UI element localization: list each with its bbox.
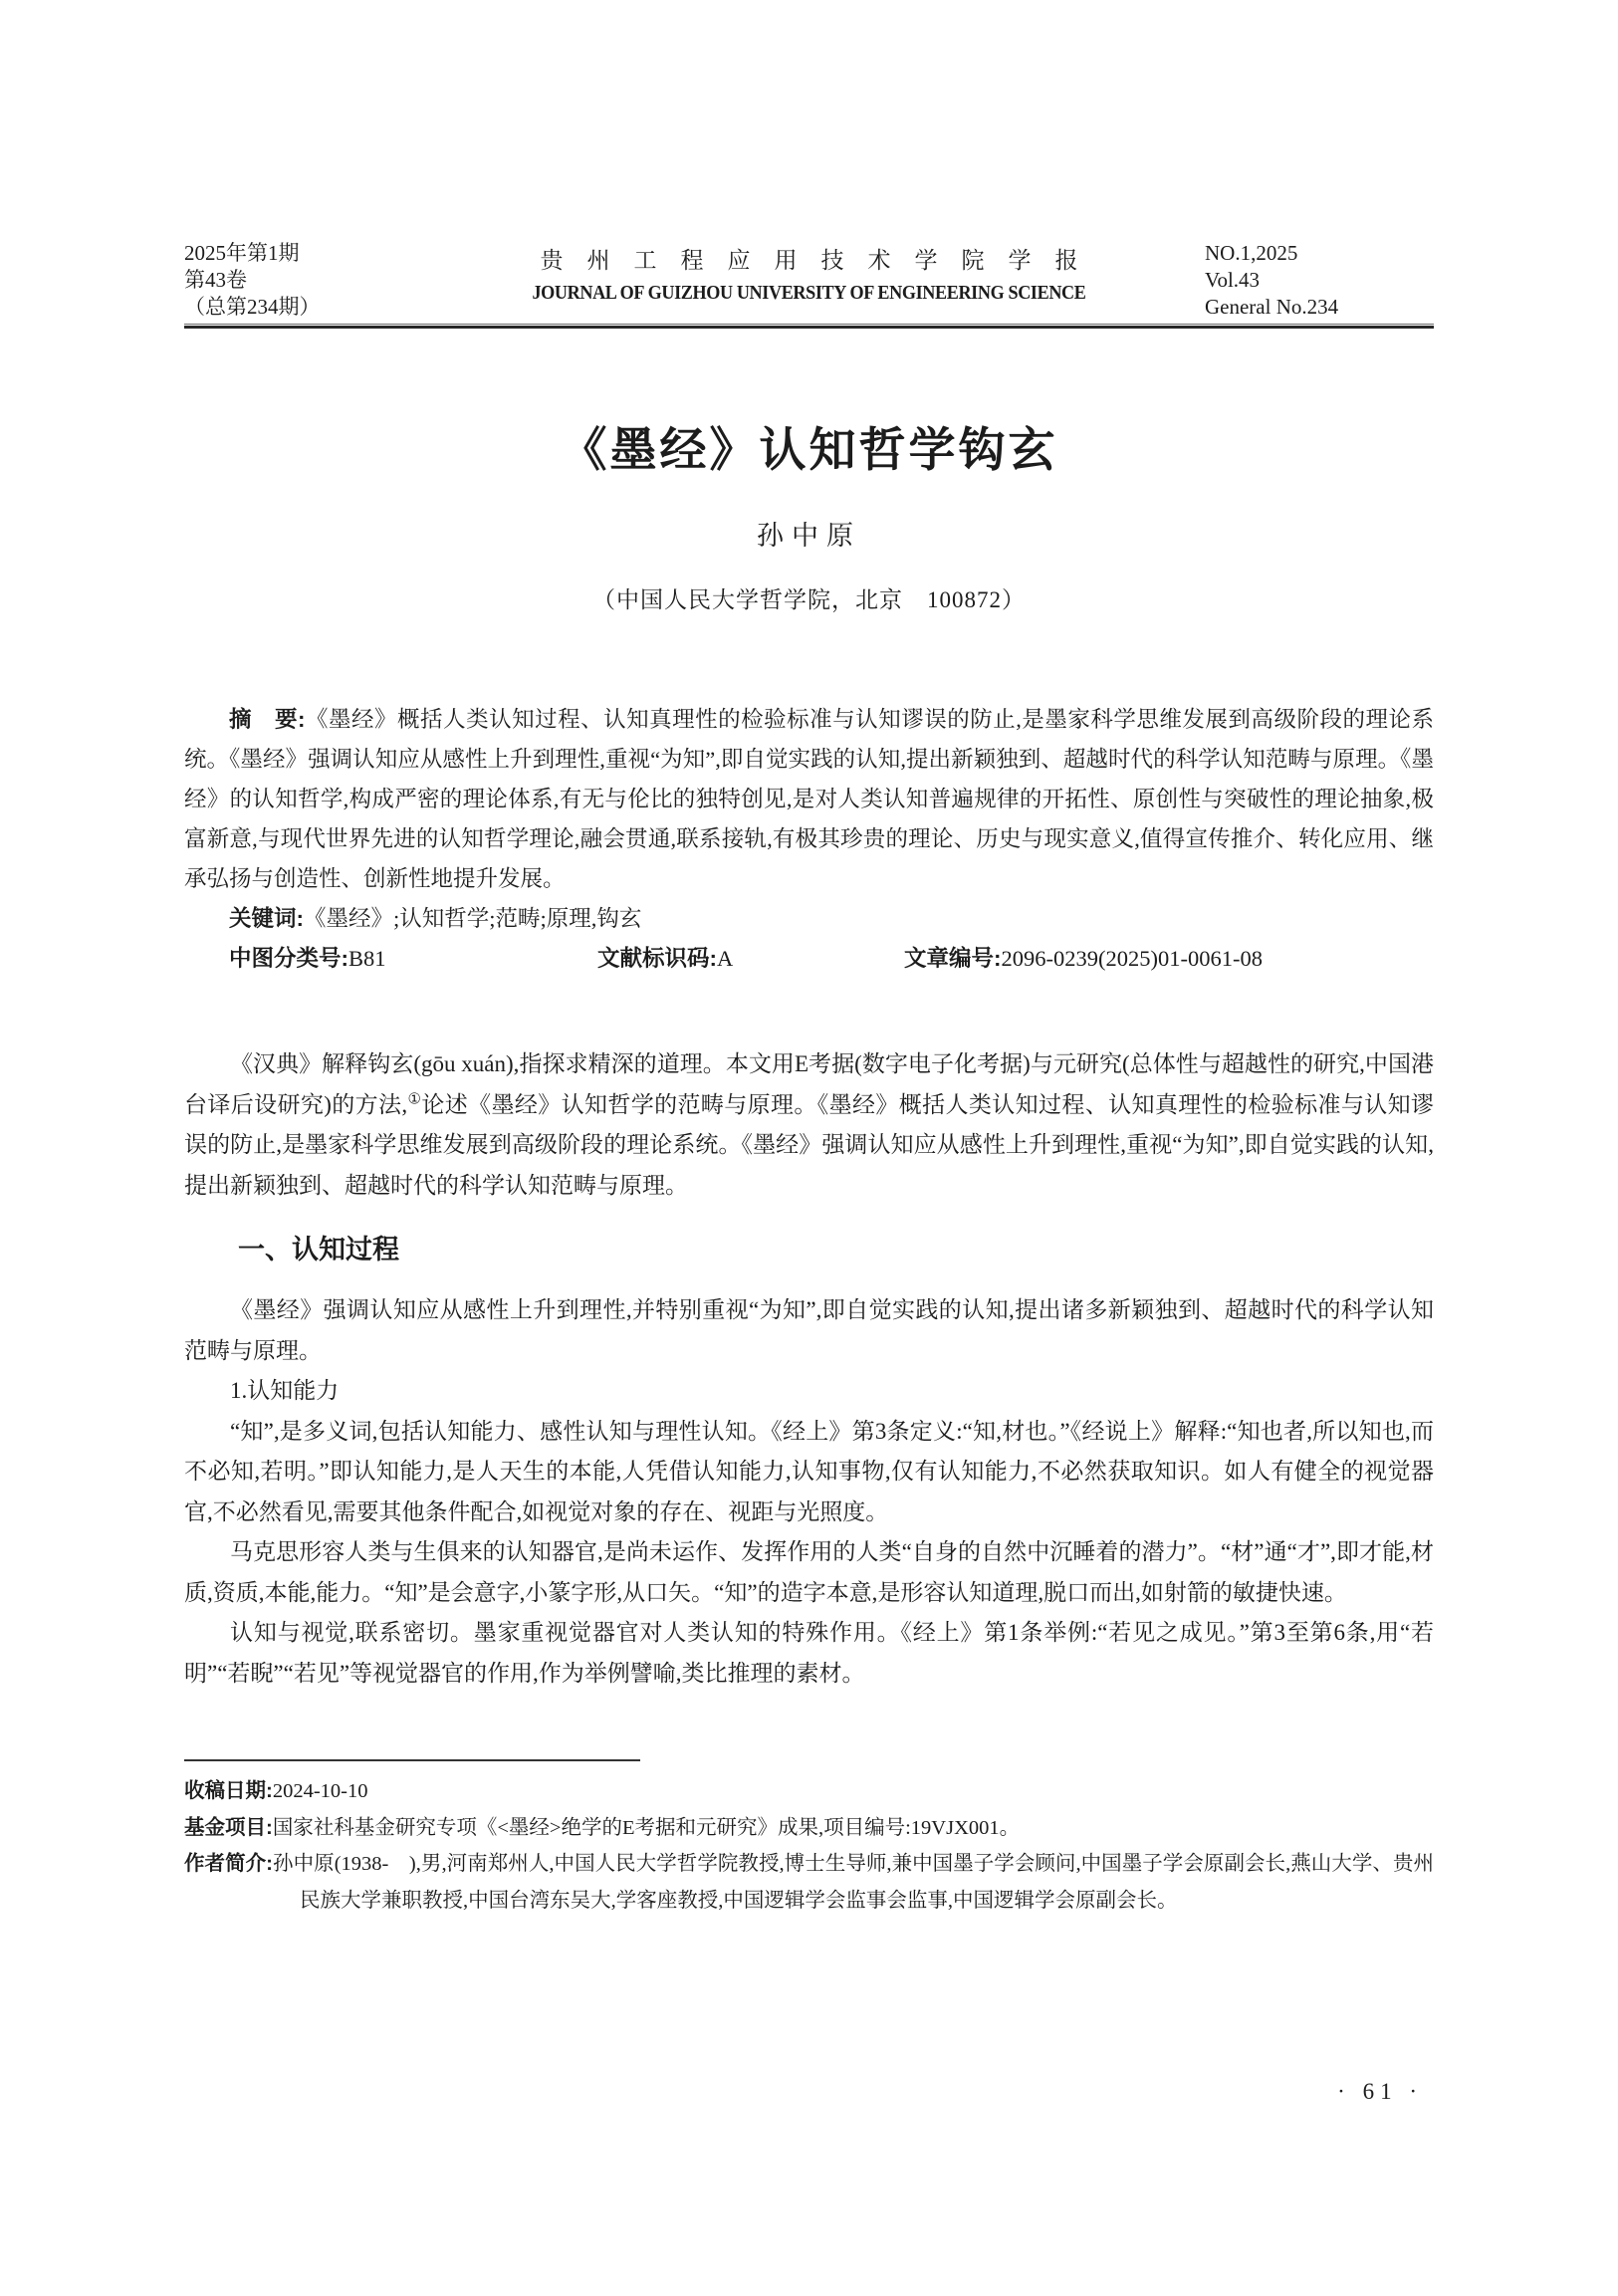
keywords-line (184, 899, 1434, 939)
fund-project-value: 国家社科基金研究专项《<墨经>绝学的E考据和元研究》成果,项目编号:19VJX001。 (272, 1816, 1021, 1839)
abstract-label: 摘 要: (229, 707, 306, 733)
keywords-text: 《墨经》;认知哲学;范畴;原理,钩玄 (304, 906, 642, 932)
document-code (597, 939, 904, 979)
article-affiliation: （中国人民大学哲学院，北京 100872） (592, 587, 1026, 613)
article-id-label: 文章编号: (904, 946, 1002, 972)
footnote-separator (184, 1759, 640, 1761)
section-heading-1: 一、认知过程 (238, 1235, 399, 1265)
volume-line: 第43卷 (184, 268, 247, 292)
clc-label: 中图分类号: (229, 946, 348, 972)
intro-paragraph (184, 1044, 1434, 1206)
header-issue-info-en (1205, 240, 1434, 321)
fund-project-label: 基金项目: (184, 1815, 273, 1839)
keywords-label: 关键词: (229, 906, 304, 932)
abstract-text: 《墨经》概括人类认知过程、认知真理性的检验标准与认知谬误的防止,是墨家科学思维发展到高级阶段的理论系统。《墨经》强调认知应从感性上升到理性,重视“为知”,即自觉实践的认知,提出新颖独到、超越时代的科学认知范畴与原理。《墨经》的认知哲学,构成严密的理论体系,有无与伦比的独特创见,是对人类认知普遍规律的开拓性、原创性与突破性的理论抽象,极富新意,与现代世界先进的认知哲学理论,融会贯通,联系接轨,有极其珍贵的理论、历史与现实意义,值得宣传推介、转化应用、继承弘扬与创造性、创新性地提升发展。 (184, 707, 1434, 892)
article-author: 孙中原 (757, 521, 861, 552)
author-bio-label: 作者简介: (184, 1852, 274, 1876)
general-issue-line: （总第234期） (184, 295, 321, 319)
general-issue-line-en: General No.234 (1205, 295, 1339, 319)
subsection-heading-1: 1.认知能力 (230, 1378, 340, 1404)
article-title: 《墨经》认知哲学钩玄 (560, 425, 1058, 477)
clc-number (229, 939, 597, 979)
intro-pre: 《汉典》解释钩玄(gōu xuán),指探求精深的道理。本文用E考据(数字电子化考据)与元研究(总体性与超越性的研究,中国港台译后设研究)的方法, (184, 1051, 1434, 1117)
footnote-marker-1: ① (407, 1090, 422, 1107)
classification-line (184, 939, 1434, 979)
article-id-value: 2096-0239(2025)01-0061-08 (1001, 946, 1263, 972)
abstract-block (184, 700, 1434, 979)
intro-post: 论述《墨经》认知哲学的范畴与原理。《墨经》概括人类认知过程、认知真理性的检验标准与认知谬误的防止,是墨家科学思维发展到高级阶段的理论系统。《墨经》强调认知应从感性上升到理性,重视“为知”,即自觉实践的认知,提出新颖独到、超越时代的科学认知范畴与原理。 (184, 1091, 1434, 1198)
fund-project-note (184, 1810, 1434, 1847)
clc-value: B81 (348, 946, 386, 972)
body-paragraph: 《墨经》强调认知应从感性上升到理性,并特别重视“为知”,即自觉实践的认知,提出诸多新颖独到、超越时代的科学认知范畴与原理。 (184, 1297, 1434, 1363)
author-bio-note (184, 1846, 1434, 1919)
received-date-note (184, 1773, 1434, 1810)
abstract-paragraph (184, 700, 1434, 899)
page-number: · 61 · (1337, 2079, 1423, 2104)
received-date-label: 收稿日期: (184, 1779, 273, 1803)
document-code-label: 文献标识码: (597, 946, 717, 972)
issue-line-en: NO.1,2025 (1205, 241, 1298, 265)
body-paragraph: 认知与视觉,联系密切。墨家重视觉器官对人类认知的特殊作用。《经上》第1条举例:“若见之成见。”第3至第6条,用“若明”“若睨”“若见”等视觉器官的作用,作为举例譬喻,类比推理的素材。 (184, 1620, 1434, 1686)
received-date-value: 2024-10-10 (272, 1780, 368, 1803)
journal-header (184, 0, 1434, 321)
journal-name (413, 240, 1205, 305)
body-paragraph: 马克思形容人类与生俱来的认知器官,是尚未运作、发挥作用的人类“自身的自然中沉睡着的潜力”。“材”通“才”,即才能,材质,资质,本能,能力。“知”是会意字,小篆字形,从口矢。“知”的造字本意,是形容认知道理,脱口而出,如射箭的敏捷快速。 (184, 1539, 1434, 1605)
issue-line: 2025年第1期 (184, 241, 300, 265)
footnotes (184, 1773, 1434, 1919)
volume-line-en: Vol.43 (1205, 268, 1261, 292)
document-code-value: A (717, 946, 734, 972)
journal-name-chinese: 贵州工程应用技术学院学报 (540, 247, 1102, 273)
body-paragraph: “知”,是多义词,包括认知能力、感性认知与理性认知。《经上》第3条定义:“知,材也。”《经说上》解释:“知也者,所以知也,而不必知,若明。”即认知能力,是人天生的本能,人凭借认知能力,认知事物,仅有认知能力,不必然获取知识。如人有健全的视觉器官,不必然看见,需要其他条件配合,如视觉对象的存在、视距与光照度。 (184, 1418, 1434, 1524)
header-issue-info (184, 240, 413, 321)
article-body (184, 1044, 1434, 1694)
article-id (904, 939, 1263, 979)
author-bio-value: 孙中原(1938- ),男,河南郑州人,中国人民大学哲学院教授,博士生导师,兼中国墨子学会顾问,中国墨子学会原副会长,燕山大学、贵州民族大学兼职教授,中国台湾东吴大,学客座教授,中国逻辑学会监事会监事,中国逻辑学会原副会长。 (273, 1853, 1435, 1912)
header-rule (184, 324, 1434, 329)
page-content (184, 0, 1434, 1919)
journal-name-english: JOURNAL OF GUIZHOU UNIVERSITY OF ENGINEERING SCIENCE (532, 283, 1086, 304)
